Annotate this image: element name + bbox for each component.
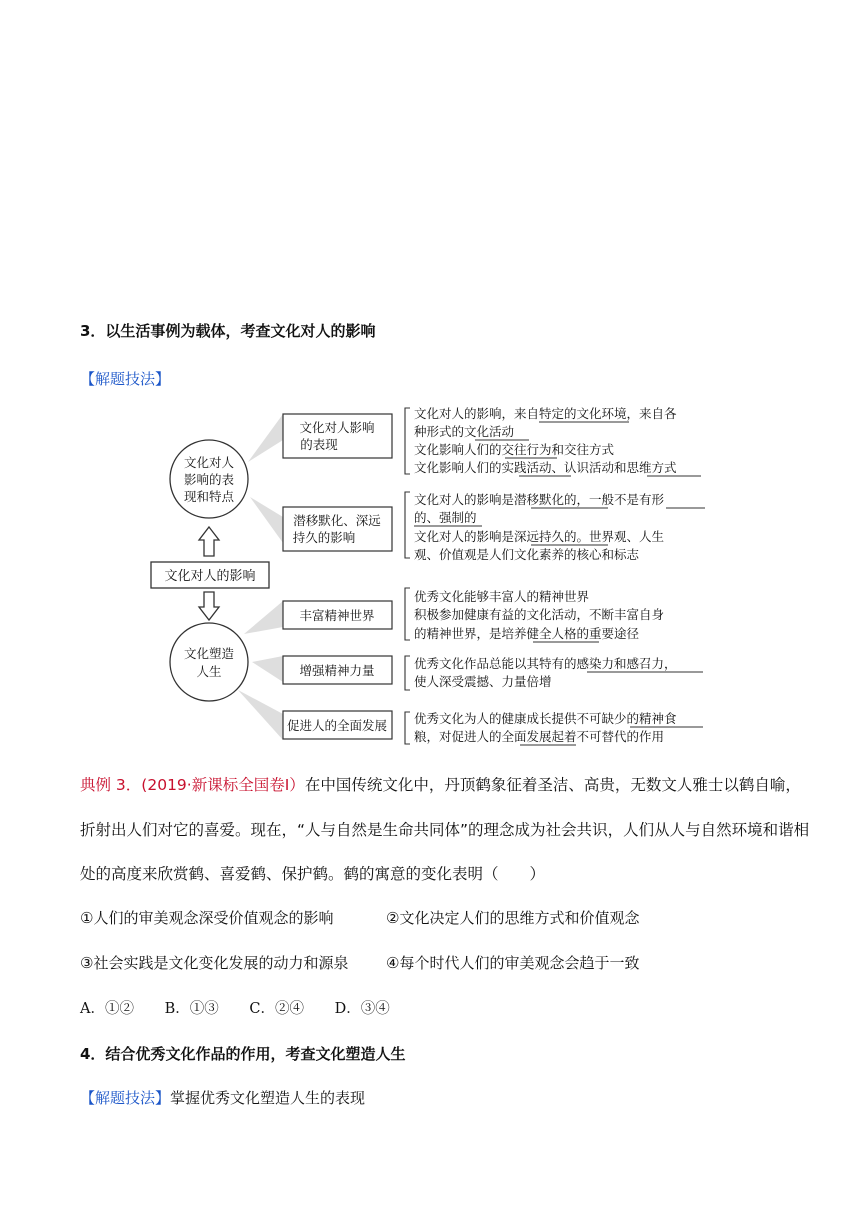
detail-3-3: 的精神世界，是培养健全人格的重要途径 xyxy=(414,626,640,641)
box-4-label: 增强精神力量 xyxy=(299,663,375,678)
center-label: 文化对人的影响 xyxy=(164,569,256,584)
answer-options xyxy=(80,997,416,1018)
detail-1-4: 文化影响人们的实践活动、认识活动和思维方式 xyxy=(414,460,677,475)
choice-item-3: ③社会实践是文化变化发展的动力和源泉 xyxy=(80,954,349,972)
detail-4-2: 使人深受震撼、力量倍增 xyxy=(414,674,552,689)
choice-item-2: ②文化决定人们的思维方式和价值观念 xyxy=(386,909,640,927)
box-2-line-1: 潜移默化、深远 xyxy=(293,513,381,528)
detail-1-1: 文化对人的影响，来自特定的文化环境，来自各 xyxy=(414,406,677,421)
example-line-3: 处的高度来欣赏鹤、喜爱鹤、保护鹤。鹤的寓意的变化表明（ ） xyxy=(80,865,546,883)
option-d: D．③④ xyxy=(334,1001,390,1017)
option-b: B．①③ xyxy=(164,1001,219,1017)
method-label: 【解题技法】 xyxy=(80,370,171,388)
detail-3-1: 优秀文化能够丰富人的精神世界 xyxy=(414,589,590,604)
example-line-1 xyxy=(80,773,801,795)
up-arrow-icon xyxy=(199,527,219,556)
example-line-2: 折射出人们对它的喜爱。现在，“人与自然是生命共同体”的理念成为社会共识，人们从人与自然环境和谐相 xyxy=(80,821,810,839)
box-3-label: 丰富精神世界 xyxy=(299,608,375,623)
box-2-line-2: 持久的影响 xyxy=(292,530,356,545)
down-arrow-icon xyxy=(199,592,219,620)
circle-bottom-line-1: 文化塑造 xyxy=(183,646,235,661)
method-line-2 xyxy=(80,1087,365,1108)
choice-item-4: ④每个时代人们的审美观念会趋于一致 xyxy=(386,954,640,972)
box-1-line-1: 文化对人影响 xyxy=(299,420,375,435)
circle-shape-life xyxy=(170,623,248,701)
method-label-2: 【解题技法】 xyxy=(80,1089,171,1107)
section-4-heading: 4．结合优秀文化作品的作用，考查文化塑造人生 xyxy=(80,1045,406,1063)
detail-5-1: 优秀文化为人的健康成长提供不可缺少的精神食 xyxy=(414,711,677,726)
detail-3-2: 积极参加健康有益的文化活动，不断丰富自身 xyxy=(414,607,665,622)
method-text-2: 掌握优秀文化塑造人生的表现 xyxy=(170,1089,366,1107)
circle-top-line-1: 文化对人 xyxy=(183,455,235,470)
detail-4-1: 优秀文化作品总能以其特有的感染力和感召力， xyxy=(414,656,677,671)
circle-bottom-line-2: 人生 xyxy=(196,664,222,679)
circle-top-line-2: 影响的表 xyxy=(183,472,235,487)
example-stem-1: 在中国传统文化中，丹顶鹤象征着圣洁、高贵，无数文人雅士以鹤自喻， xyxy=(304,776,801,794)
detail-2-4: 观、价值观是人们文化素养的核心和标志 xyxy=(414,547,640,562)
detail-1-2: 种形式的文化活动 xyxy=(414,424,515,439)
detail-2-2: 的、强制的 xyxy=(414,510,477,525)
box-5-label: 促进人的全面发展 xyxy=(286,718,388,733)
option-c: C．②④ xyxy=(249,1001,304,1017)
detail-5-2: 粮，对促进人的全面发展起着不可替代的作用 xyxy=(414,729,665,744)
choice-item-1: ①人们的审美观念深受价值观念的影响 xyxy=(80,909,334,927)
example-source: 2019·新课标全国卷Ⅰ xyxy=(147,776,290,794)
example-label: 典例 3．( xyxy=(80,776,148,794)
detail-2-1: 文化对人的影响是潜移默化的，一般不是有形 xyxy=(414,492,665,507)
detail-2-3: 文化对人的影响是深远持久的。世界观、人生 xyxy=(414,529,665,544)
example-source-close: ） xyxy=(289,776,305,794)
option-a: A．①② xyxy=(80,1001,134,1017)
section-3-heading: 3．以生活事例为载体，考查文化对人的影响 xyxy=(80,322,376,340)
box-1-line-2: 的表现 xyxy=(300,437,338,452)
circle-top-line-3: 现和特点 xyxy=(183,489,235,504)
detail-1-3: 文化影响人们的交往行为和交往方式 xyxy=(414,442,615,457)
